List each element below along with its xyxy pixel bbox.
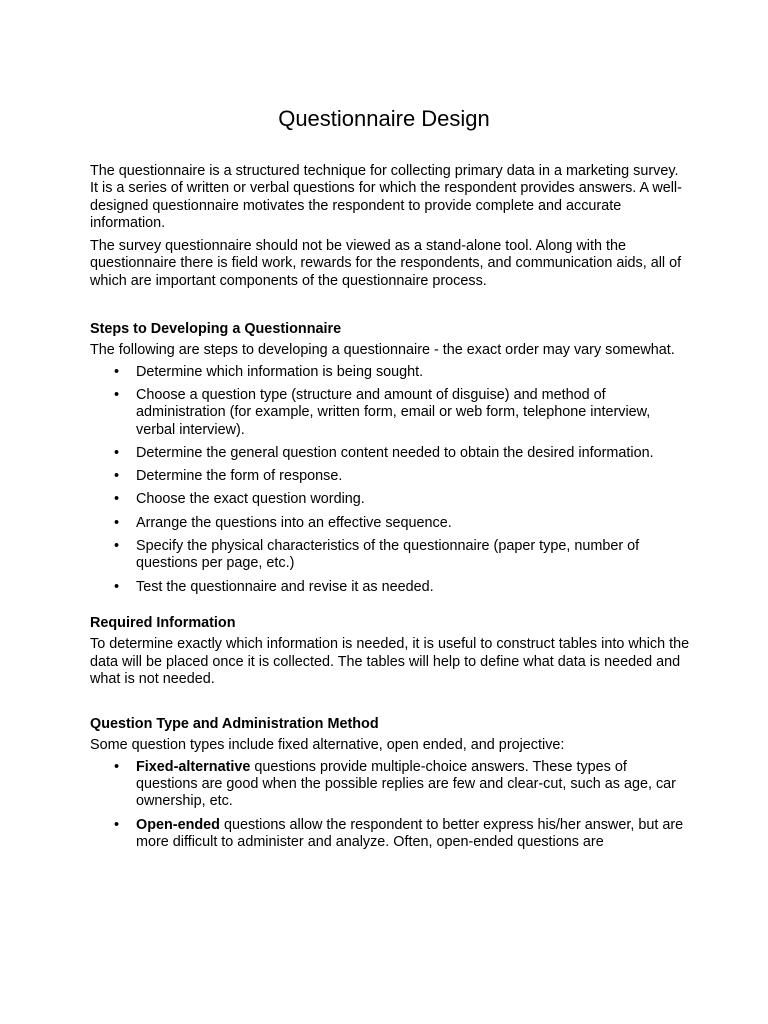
list-item-text: Choose a question type (structure and amount of disguise) and method of administration (for example, written form, email or web form, telephone interview, verbal interview). — [136, 386, 651, 438]
intro-paragraph-2: The survey questionnaire should not be viewed as a stand-alone tool. Along with the questionnaire there is field work, rewards for the respondents, and communication aids, all of which are important components of the questionnaire process. — [90, 238, 682, 289]
bullet-icon: • — [114, 386, 120, 403]
bullet-icon: • — [114, 514, 120, 531]
bullet-icon: • — [114, 491, 120, 508]
list-item-text: Determine the form of response. — [136, 468, 343, 485]
list-item-text: Determine the general question content needed to obtain the desired information. — [136, 444, 654, 461]
list-item-text: Determine which information is being sought. — [136, 363, 424, 380]
term-description: questions provide multiple-choice answers. These types of questions are good when the possible replies are few and clear-cut, such as age, car ownership, etc. — [136, 758, 676, 810]
steps-heading: Steps to Developing a Questionnaire — [90, 321, 342, 338]
list-item — [90, 468, 690, 485]
bullet-icon: • — [114, 468, 120, 485]
list-item — [90, 759, 690, 811]
intro-paragraph-1: The questionnaire is a structured technique for collecting primary data in a marketing survey. It is a series of written or verbal questions for which the respondent provides answers. A well-designed questionnaire motivates the respondent to provide complete and accurate information. — [90, 163, 682, 231]
list-item — [90, 491, 690, 508]
list-item — [90, 445, 690, 462]
bullet-icon: • — [114, 363, 120, 380]
document-body — [90, 163, 690, 857]
list-item — [90, 364, 690, 381]
steps-lead: The following are steps to developing a questionnaire - the exact order may vary somewhat. — [90, 342, 675, 359]
bullet-icon: • — [114, 758, 120, 775]
list-item — [90, 579, 690, 596]
document-title: Questionnaire Design — [278, 106, 490, 131]
question-type-lead: Some question types include fixed alternative, open ended, and projective: — [90, 737, 565, 754]
steps-list — [90, 364, 690, 596]
list-item — [90, 387, 690, 439]
bullet-icon: • — [114, 578, 120, 595]
bullet-icon: • — [114, 816, 120, 833]
list-item — [90, 817, 690, 852]
term-description: questions allow the respondent to better express his/her answer, but are more difficult to administer and analyze. Often, open-ended questions are — [136, 816, 684, 850]
list-item-text: Test the questionnaire and revise it as needed. — [136, 578, 434, 595]
list-item — [90, 515, 690, 532]
bullet-icon: • — [114, 444, 120, 461]
term-label: Fixed-alternative — [136, 758, 251, 775]
bullet-icon: • — [114, 538, 120, 555]
list-item-text: Choose the exact question wording. — [136, 491, 365, 508]
list-item-text: Arrange the questions into an effective sequence. — [136, 514, 452, 531]
required-info-paragraph: To determine exactly which information is needed, it is useful to construct tables into which the data will be placed once it is collected. The tables will help to define what data is needed and what is not needed. — [90, 636, 690, 687]
term-label: Open-ended — [136, 816, 220, 833]
question-type-list — [90, 759, 690, 851]
list-item — [90, 538, 690, 573]
question-type-heading: Question Type and Administration Method — [90, 716, 379, 733]
required-info-heading: Required Information — [90, 614, 236, 631]
list-item-text: Specify the physical characteristics of the questionnaire (paper type, number of questions per page, etc.) — [136, 538, 640, 572]
